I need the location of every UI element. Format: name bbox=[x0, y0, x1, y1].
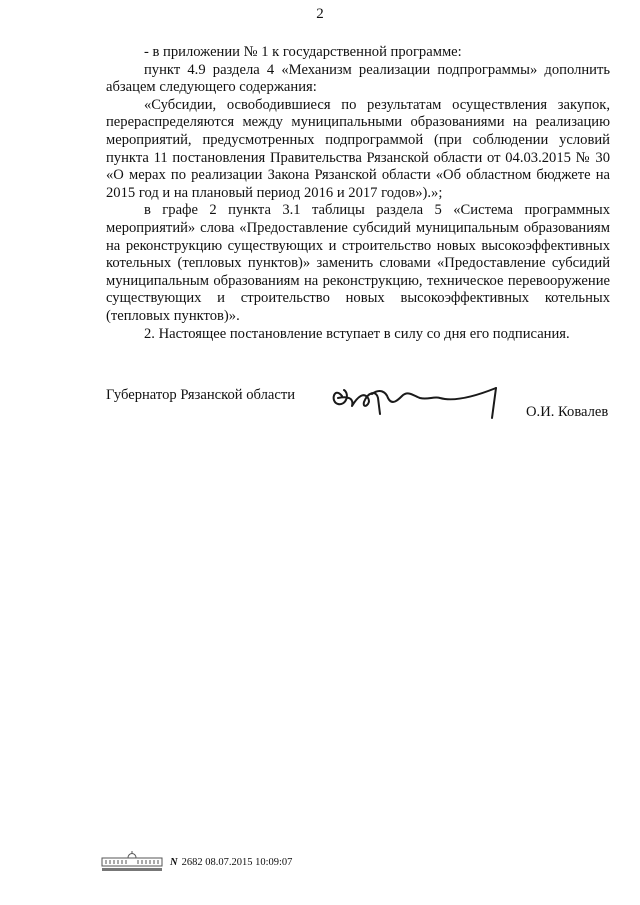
paragraph-appendix: - в приложении № 1 к государственной программе: bbox=[144, 44, 462, 60]
paragraph-point-4-9: пункт 4.9 раздела 4 «Механизм реализации подпрограммы» дополнить абзацем следующего содержания: bbox=[106, 61, 610, 96]
signatory-name: О.И. Ковалев bbox=[526, 404, 609, 420]
handwritten-signature bbox=[328, 374, 508, 426]
page-number: 2 bbox=[316, 6, 324, 22]
registration-number-date: 2682 08.07.2015 10:09:07 bbox=[181, 857, 293, 868]
paragraph-subsidies-quote: «Субсидии, освободившиеся по результатам осуществления закупок, перераспределяются между муниципальными образованиями на реализацию мероприятий, предусмотренных подпрограммой (при соблюдении условий пункта 11 постановления Правительства Рязанской области от 04.03.2015 № 30 «О мерах по реализации Закона Рязанской области «Об областном бюджете на 2015 год и на плановый период 2016 и 2017 годов»).»; bbox=[106, 96, 610, 201]
paragraph-effective-date: 2. Настоящее постановление вступает в силу со дня его подписания. bbox=[144, 325, 570, 342]
registry-logo-icon bbox=[100, 850, 164, 872]
registration-stamp bbox=[170, 857, 292, 868]
document-body bbox=[106, 44, 610, 343]
signatory-title: Губернатор Рязанской области bbox=[106, 387, 296, 403]
paragraph-table-change: в графе 2 пункта 3.1 таблицы раздела 5 «Система программных мероприятий» слова «Предоставление субсидий муниципальным образованиям на реконструкцию существующих и строительство новых высокоэффективных котельных (тепловых пунктов)» заменить словами «Предоставление субсидий муниципальным образованиям на реконструкцию, техническое перевооружение существующих и строительство новых высокоэффективных котельных (тепловых пунктов)». bbox=[106, 202, 610, 324]
registration-number-sign: N bbox=[170, 857, 178, 868]
